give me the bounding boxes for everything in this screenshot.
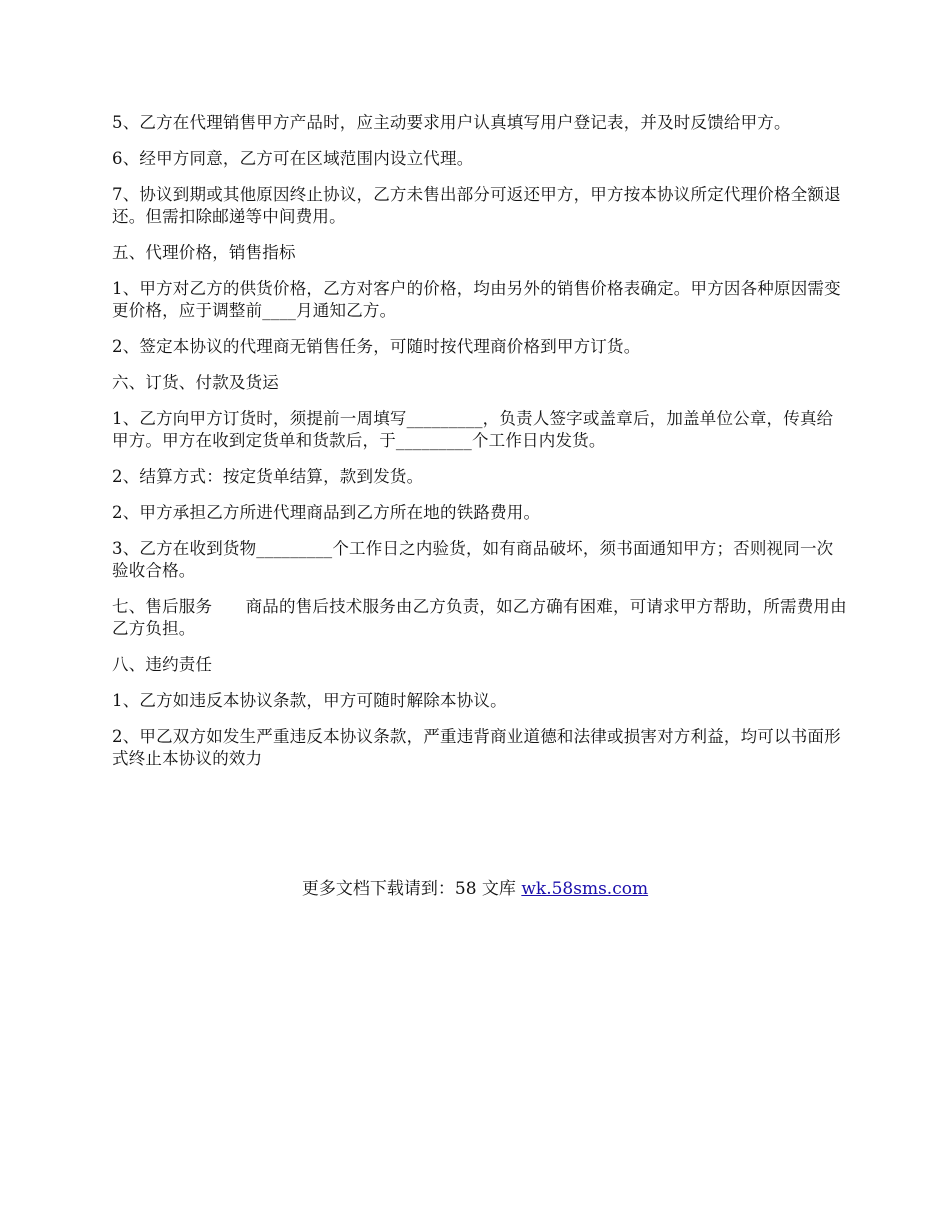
section-heading-ordering: 六、订货、付款及货运 [112, 373, 279, 392]
paragraph-ordering-2-freight: 2、甲方承担乙方所进代理商品到乙方所在地的铁路费用。 [112, 503, 541, 522]
paragraph-ordering-1: 1、乙方向甲方订货时，须提前一周填写_________，负责人签字或盖章后，加盖单位公章，传真给甲方。甲方在收到定货单和货款后，于_________个工作日内发货。 [112, 409, 834, 450]
footer-link[interactable]: wk.58sms.com [521, 879, 649, 899]
paragraph-pricing-1: 1、甲方对乙方的供货价格，乙方对客户的价格，均由另外的销售价格表确定。甲方因各种原因需变更价格，应于调整前____月通知乙方。 [112, 279, 841, 320]
paragraph-ordering-3-inspection: 3、乙方在收到货物_________个工作日之内验货，如有商品破坏，须书面通知甲方；否则视同一次验收合格。 [112, 539, 834, 580]
paragraph-7-termination-return: 7、协议到期或其他原因终止协议，乙方未售出部分可返还甲方，甲方按本协议所定代理价格全额退还。但需扣除邮递等中间费用。 [112, 185, 841, 226]
paragraph-6-regional-agents: 6、经甲方同意，乙方可在区域范围内设立代理。 [112, 149, 474, 168]
download-footer [0, 878, 950, 900]
paragraph-liability-2: 2、甲乙双方如发生严重违反本协议条款，严重违背商业道德和法律或损害对方利益，均可以书面形式终止本协议的效力 [112, 727, 841, 768]
paragraph-5-user-registration: 5、乙方在代理销售甲方产品时，应主动要求用户认真填写用户登记表，并及时反馈给甲方。 [112, 113, 791, 132]
section-heading-liability: 八、违约责任 [112, 655, 213, 674]
paragraph-pricing-2: 2、签定本协议的代理商无销售任务，可随时按代理商价格到甲方订货。 [112, 337, 641, 356]
section-heading-pricing: 五、代理价格，销售指标 [112, 243, 296, 262]
section-after-sales-service: 七、售后服务 商品的售后技术服务由乙方负责，如乙方确有困难，可请求甲方帮助，所需费用由乙方负担。 [112, 597, 847, 638]
paragraph-liability-1: 1、乙方如违反本协议条款，甲方可随时解除本协议。 [112, 691, 507, 710]
document-body [112, 112, 847, 784]
footer-text: 更多文档下载请到：58 文库 [301, 879, 522, 899]
paragraph-ordering-2-settlement: 2、结算方式：按定货单结算，款到发货。 [112, 467, 424, 486]
